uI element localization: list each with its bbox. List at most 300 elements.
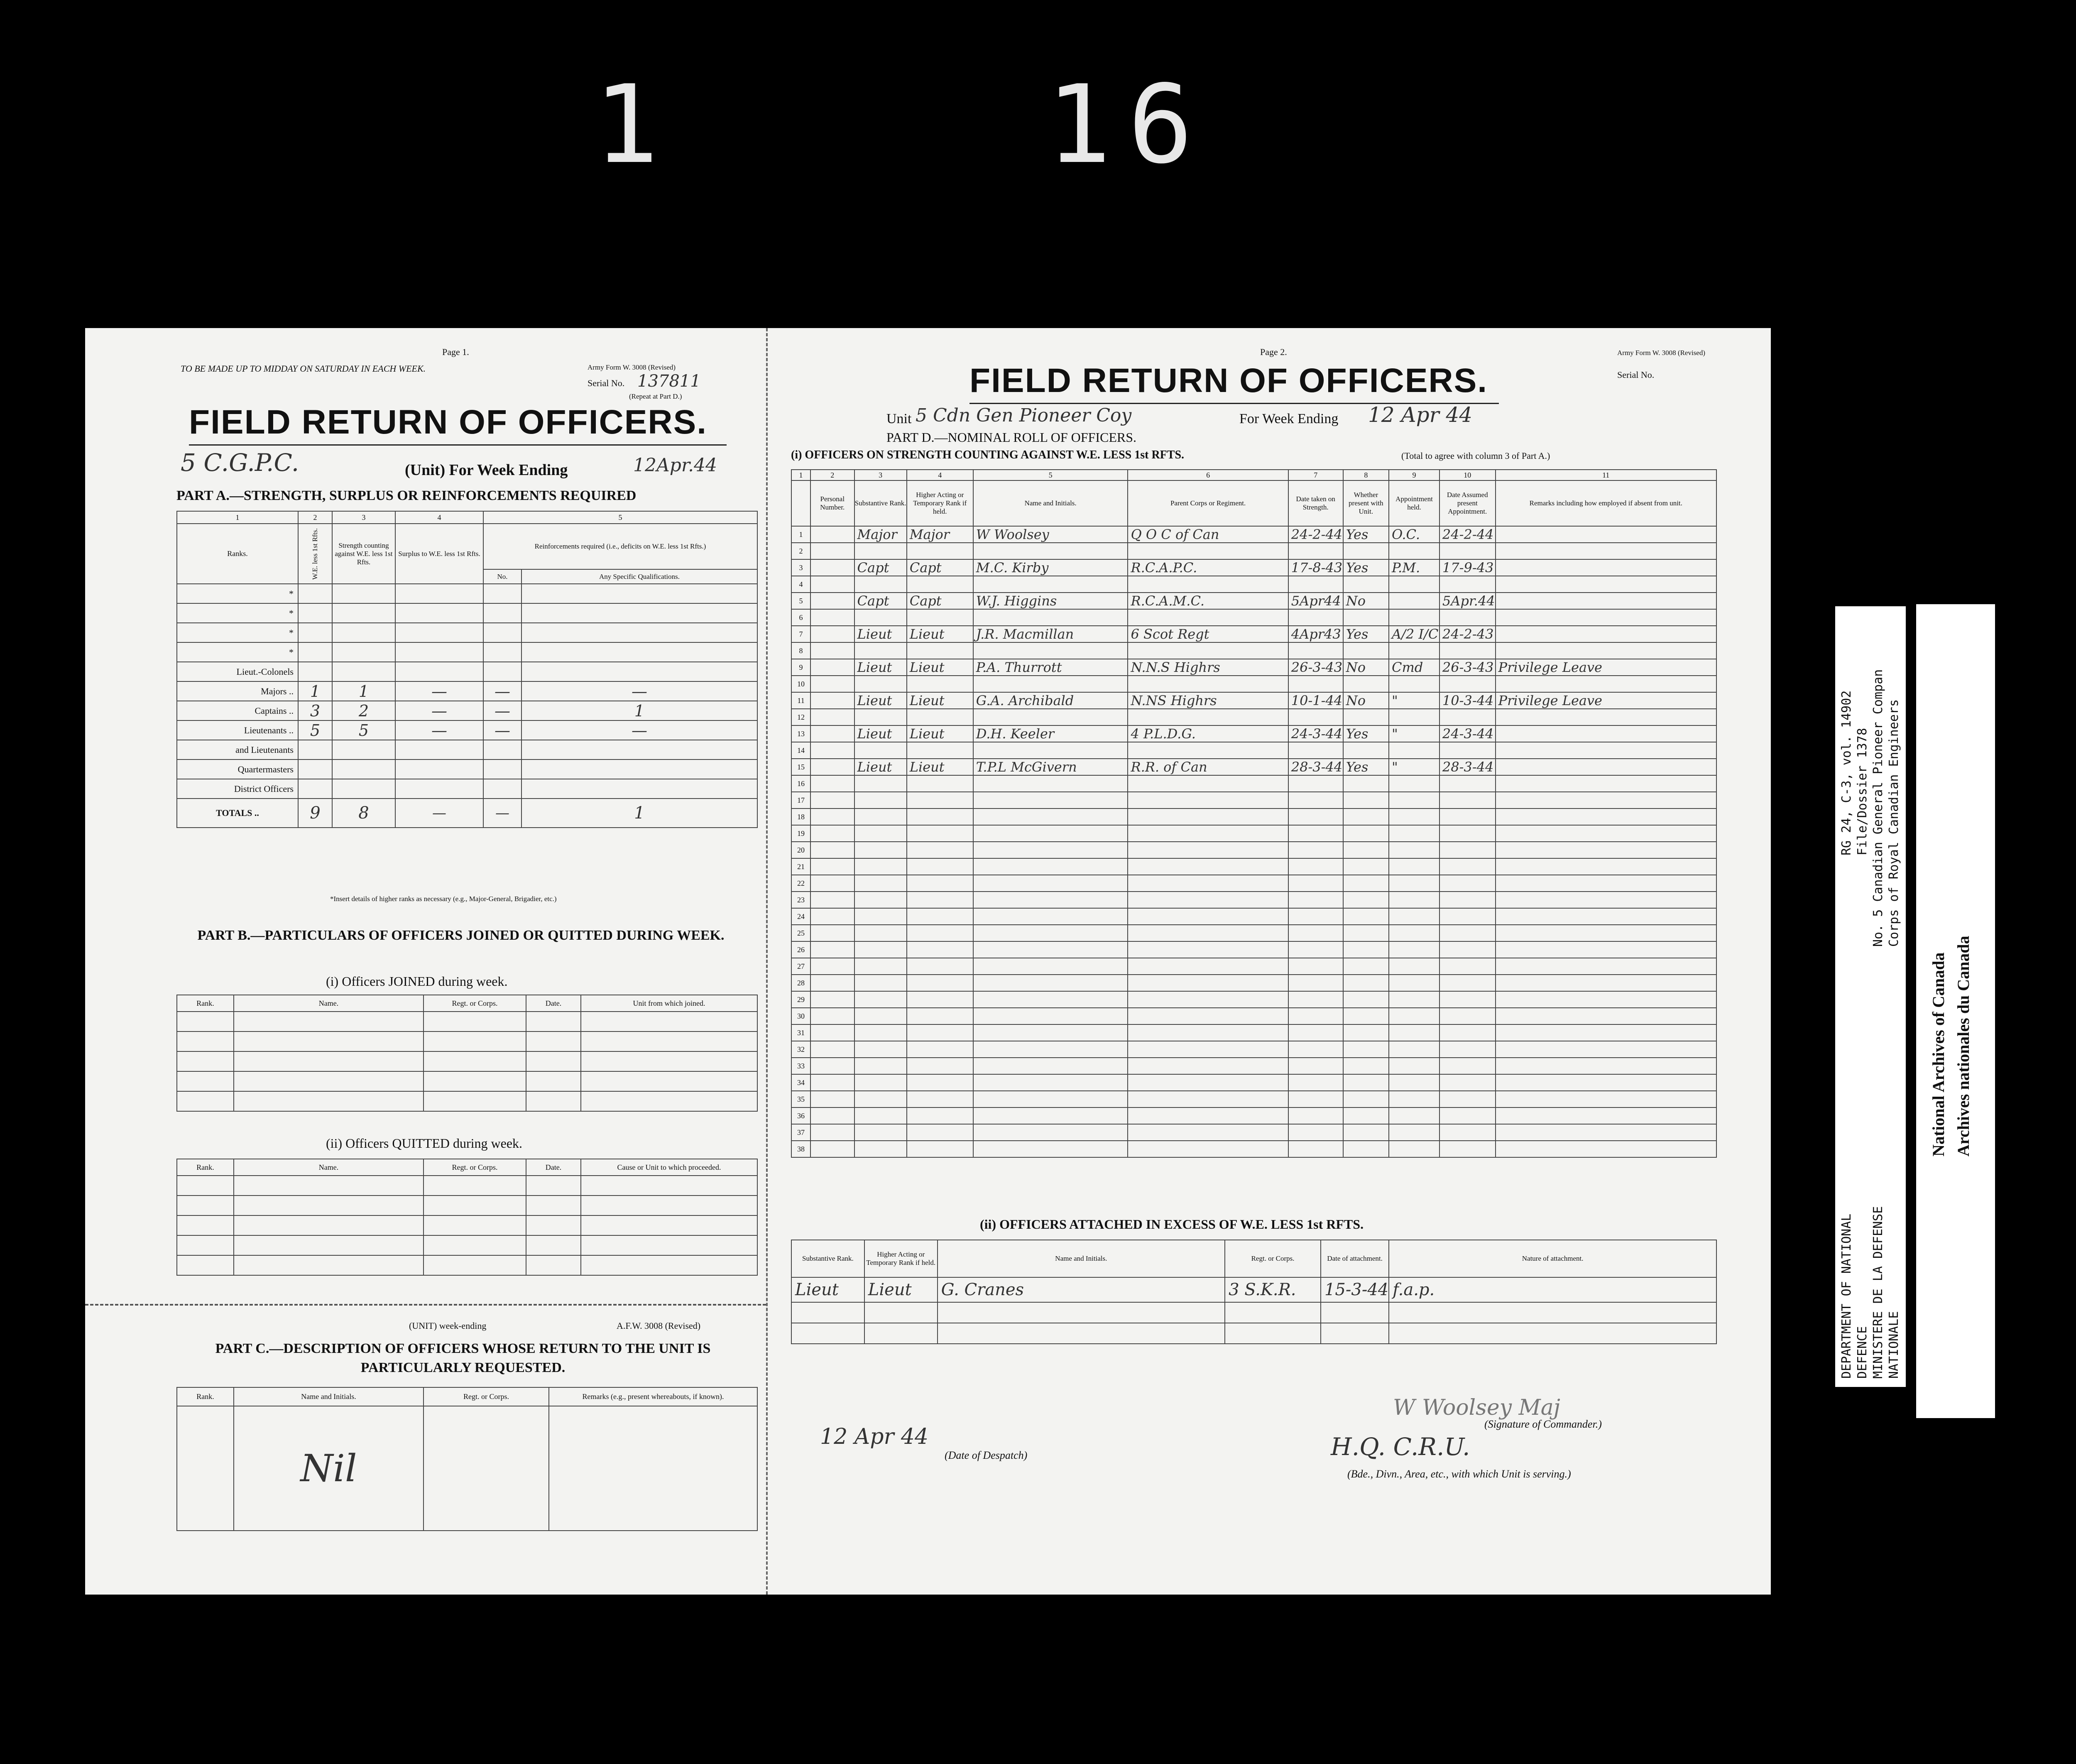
roll-row xyxy=(791,1091,1716,1107)
roll-cell-corps xyxy=(1128,1141,1288,1157)
part-a-row xyxy=(177,584,757,603)
col-header: Whether present with Unit. xyxy=(1343,480,1389,526)
roll-cell-pres xyxy=(1343,892,1389,908)
roll-cell-high xyxy=(907,775,973,792)
roll-row xyxy=(791,576,1716,593)
roll-cell-sub xyxy=(854,858,907,875)
part-c-form-number: A.F.W. 3008 (Revised) xyxy=(617,1321,701,1331)
col-number: 1 xyxy=(791,470,810,480)
roll-cell-n: 5 xyxy=(791,593,810,609)
part-a-cell-q: — xyxy=(521,681,757,701)
roll-row xyxy=(791,676,1716,692)
roll-cell-rem xyxy=(1496,875,1716,892)
roll-cell-pres xyxy=(1343,576,1389,593)
attached-blank-row xyxy=(791,1302,1716,1323)
part-a-cell-no: — xyxy=(483,681,521,701)
roll-cell-high xyxy=(907,825,973,842)
page-2-form-number: Army Form W. 3008 (Revised) xyxy=(1617,349,1706,357)
roll-row xyxy=(791,593,1716,609)
roll-cell-pres: Yes xyxy=(1343,559,1389,576)
roll-cell-appt xyxy=(1389,1074,1439,1091)
part-a-cell-q xyxy=(521,623,757,642)
archive-stamp-fr: Archives nationales du Canada xyxy=(1954,936,1973,1156)
part-a-cell-sur: — xyxy=(395,720,483,740)
roll-cell-pres xyxy=(1343,908,1389,925)
roll-cell-corps xyxy=(1128,1024,1288,1041)
col-number: 9 xyxy=(1389,470,1439,480)
roll-cell-rem xyxy=(1496,709,1716,725)
roll-cell-date xyxy=(1288,1074,1343,1091)
roll-cell-rem xyxy=(1496,1074,1716,1091)
attached-cell-sub: Lieut xyxy=(791,1277,864,1302)
roll-cell-high xyxy=(907,1041,973,1058)
roll-cell-dappt xyxy=(1439,543,1496,559)
roll-cell-pers xyxy=(810,1041,854,1058)
quitted-title: (ii) Officers QUITTED during week. xyxy=(326,1136,523,1151)
roll-row xyxy=(791,892,1716,908)
roll-cell-high xyxy=(907,792,973,808)
roll-row xyxy=(791,626,1716,642)
roll-cell-dappt xyxy=(1439,609,1496,626)
roll-cell-dappt xyxy=(1439,1008,1496,1024)
roll-cell-pers xyxy=(810,925,854,941)
roll-row xyxy=(791,991,1716,1008)
roll-cell-sub xyxy=(854,676,907,692)
roll-cell-dappt xyxy=(1439,1041,1496,1058)
roll-cell-name xyxy=(973,1141,1128,1157)
roll-cell-pers xyxy=(810,559,854,576)
roll-row xyxy=(791,1008,1716,1024)
roll-cell-date xyxy=(1288,908,1343,925)
part-a-rank: * xyxy=(177,623,298,642)
roll-cell-n: 36 xyxy=(791,1107,810,1124)
roll-cell-pres: No xyxy=(1343,692,1389,709)
roll-cell-n: 14 xyxy=(791,742,810,759)
roll-cell-n: 21 xyxy=(791,858,810,875)
roll-cell-appt xyxy=(1389,825,1439,842)
roll-cell-corps xyxy=(1128,925,1288,941)
page-2-week-handwritten: 12 Apr 44 xyxy=(1368,403,1473,427)
roll-cell-appt: " xyxy=(1389,725,1439,742)
roll-cell-rem xyxy=(1496,1091,1716,1107)
roll-cell-pres xyxy=(1343,1091,1389,1107)
col-number: 4 xyxy=(907,470,973,480)
roll-row xyxy=(791,941,1716,958)
roll-cell-high: Major xyxy=(907,526,973,543)
roll-cell-high xyxy=(907,709,973,725)
roll-cell-pers xyxy=(810,858,854,875)
roll-cell-corps xyxy=(1128,609,1288,626)
roll-cell-date xyxy=(1288,709,1343,725)
roll-cell-date: 26-3-43 xyxy=(1288,659,1343,676)
col-number: 11 xyxy=(1496,470,1716,480)
roll-cell-corps xyxy=(1128,543,1288,559)
roll-cell-appt xyxy=(1389,1141,1439,1157)
page-2-title: FIELD RETURN OF OFFICERS. xyxy=(969,362,1488,399)
roll-cell-date xyxy=(1288,925,1343,941)
roll-cell-dappt xyxy=(1439,991,1496,1008)
roll-cell-rem xyxy=(1496,543,1716,559)
roll-cell-high xyxy=(907,941,973,958)
part-a-cell-str xyxy=(332,760,395,779)
roll-cell-high xyxy=(907,991,973,1008)
roll-cell-rem xyxy=(1496,1107,1716,1124)
roll-cell-name xyxy=(973,1058,1128,1074)
roll-cell-n: 15 xyxy=(791,759,810,775)
roll-cell-high xyxy=(907,576,973,593)
part-a-rank: * xyxy=(177,642,298,662)
roll-cell-corps xyxy=(1128,742,1288,759)
roll-cell-rem xyxy=(1496,626,1716,642)
roll-cell-rem xyxy=(1496,825,1716,842)
roll-cell-dappt xyxy=(1439,576,1496,593)
blank-row xyxy=(177,1091,757,1111)
roll-cell-n: 34 xyxy=(791,1074,810,1091)
blank-row xyxy=(177,1196,757,1215)
roll-cell-dappt xyxy=(1439,975,1496,991)
roll-row xyxy=(791,543,1716,559)
roll-cell-dappt xyxy=(1439,642,1496,659)
roll-cell-dappt xyxy=(1439,825,1496,842)
roll-row xyxy=(791,1058,1716,1074)
roll-cell-dappt xyxy=(1439,925,1496,941)
roll-cell-name: P.A. Thurrott xyxy=(973,659,1128,676)
archive-ref-line2: File/Dossier 1378 xyxy=(1855,728,1870,855)
roll-cell-appt xyxy=(1389,543,1439,559)
roll-cell-dappt xyxy=(1439,808,1496,825)
serial-repeat-note: (Repeat at Part D.) xyxy=(629,392,682,400)
roll-cell-name xyxy=(973,858,1128,875)
roll-cell-appt: " xyxy=(1389,759,1439,775)
roll-cell-corps xyxy=(1128,941,1288,958)
roll-cell-high xyxy=(907,609,973,626)
roll-cell-date xyxy=(1288,991,1343,1008)
roll-cell-dappt xyxy=(1439,1091,1496,1107)
roll-cell-date xyxy=(1288,875,1343,892)
col-header: Appointment held. xyxy=(1389,480,1439,526)
roll-cell-name xyxy=(973,1041,1128,1058)
roll-cell-date: 10-1-44 xyxy=(1288,692,1343,709)
despatch-label: (Date of Despatch) xyxy=(945,1449,1028,1461)
roll-cell-pres xyxy=(1343,642,1389,659)
roll-cell-dappt xyxy=(1439,1107,1496,1124)
roll-cell-sub xyxy=(854,1091,907,1107)
roll-cell-appt xyxy=(1389,858,1439,875)
page-1-form-number: Army Form W. 3008 (Revised) xyxy=(588,363,676,371)
roll-cell-pres xyxy=(1343,775,1389,792)
roll-cell-pres xyxy=(1343,875,1389,892)
part-a-cell-we xyxy=(298,760,332,779)
roll-cell-pers xyxy=(810,659,854,676)
roll-cell-sub xyxy=(854,1041,907,1058)
roll-row xyxy=(791,875,1716,892)
formation-label: (Bde., Divn., Area, etc., with which Unit is serving.) xyxy=(1347,1468,1571,1480)
roll-cell-pers xyxy=(810,1091,854,1107)
col-header: Date taken on Strength. xyxy=(1288,480,1343,526)
part-a-cell-we xyxy=(298,603,332,623)
roll-cell-n: 1 xyxy=(791,526,810,543)
roll-cell-n: 35 xyxy=(791,1091,810,1107)
part-a-cell-we: 5 xyxy=(298,720,332,740)
roll-cell-pers xyxy=(810,676,854,692)
roll-cell-sub xyxy=(854,958,907,975)
roll-row xyxy=(791,642,1716,659)
attached-blank-row xyxy=(791,1323,1716,1344)
roll-cell-corps xyxy=(1128,1041,1288,1058)
roll-cell-pers xyxy=(810,1074,854,1091)
roll-cell-appt: " xyxy=(1389,692,1439,709)
roll-cell-appt xyxy=(1389,808,1439,825)
roll-cell-name xyxy=(973,792,1128,808)
roll-cell-high: Lieut xyxy=(907,725,973,742)
archive-reference-card xyxy=(1835,606,1906,1387)
roll-cell-rem xyxy=(1496,775,1716,792)
part-a-rank: and Lieutenants xyxy=(177,740,298,760)
roll-cell-name xyxy=(973,576,1128,593)
roll-cell-corps xyxy=(1128,825,1288,842)
roll-cell-appt xyxy=(1389,958,1439,975)
roll-cell-corps xyxy=(1128,1074,1288,1091)
roll-cell-appt xyxy=(1389,775,1439,792)
roll-cell-n: 3 xyxy=(791,559,810,576)
col-number: 2 xyxy=(810,470,854,480)
roll-cell-pres: Yes xyxy=(1343,759,1389,775)
roll-cell-rem: Privilege Leave xyxy=(1496,692,1716,709)
roll-cell-pers xyxy=(810,725,854,742)
roll-cell-name xyxy=(973,941,1128,958)
roll-cell-pers xyxy=(810,842,854,858)
part-a-total-we: 9 xyxy=(298,799,332,828)
part-a-cell-sur xyxy=(395,642,483,662)
part-a-cell-we xyxy=(298,623,332,642)
roll-cell-date xyxy=(1288,892,1343,908)
roll-cell-date xyxy=(1288,941,1343,958)
roll-cell-pres: Yes xyxy=(1343,725,1389,742)
roll-cell-appt xyxy=(1389,742,1439,759)
blank-row xyxy=(177,1051,757,1071)
roll-cell-name xyxy=(973,1008,1128,1024)
roll-row xyxy=(791,908,1716,925)
roll-cell-high xyxy=(907,892,973,908)
col-header: Higher Acting or Temporary Rank if held. xyxy=(907,480,973,526)
roll-cell-dappt xyxy=(1439,676,1496,692)
part-a-row xyxy=(177,701,757,720)
roll-cell-corps xyxy=(1128,991,1288,1008)
roll-cell-high xyxy=(907,1074,973,1091)
roll-cell-pres xyxy=(1343,1058,1389,1074)
archive-ref-line4: Corps of Royal Canadian Engineers xyxy=(1887,699,1901,947)
roll-cell-name xyxy=(973,925,1128,941)
roll-cell-pers xyxy=(810,576,854,593)
roll-cell-high xyxy=(907,858,973,875)
page-1-week-ending-handwritten: 12Apr.44 xyxy=(633,455,717,476)
part-c-unit-line: (UNIT) week-ending xyxy=(409,1321,487,1331)
roll-row xyxy=(791,1141,1716,1157)
roll-cell-appt xyxy=(1389,676,1439,692)
part-a-cell-no xyxy=(483,740,521,760)
part-a-cell-str: 2 xyxy=(332,701,395,720)
roll-cell-corps: N.N.S Highrs xyxy=(1128,659,1288,676)
roll-cell-pers xyxy=(810,1124,854,1141)
roll-cell-corps: N.NS Highrs xyxy=(1128,692,1288,709)
roll-cell-dappt xyxy=(1439,892,1496,908)
col-header xyxy=(791,480,810,526)
part-a-cell-str xyxy=(332,779,395,799)
roll-cell-high: Lieut xyxy=(907,759,973,775)
roll-cell-rem xyxy=(1496,941,1716,958)
roll-cell-dappt: 17-9-43 xyxy=(1439,559,1496,576)
roll-cell-date xyxy=(1288,975,1343,991)
roll-row xyxy=(791,1041,1716,1058)
roll-cell-high xyxy=(907,1091,973,1107)
roll-cell-n: 10 xyxy=(791,676,810,692)
roll-cell-high xyxy=(907,642,973,659)
part-a-cell-q xyxy=(521,642,757,662)
roll-cell-rem xyxy=(1496,576,1716,593)
roll-cell-appt xyxy=(1389,1024,1439,1041)
roll-cell-n: 19 xyxy=(791,825,810,842)
part-a-cell-str xyxy=(332,623,395,642)
attached-cell-name: G. Cranes xyxy=(938,1277,1225,1302)
roll-cell-high xyxy=(907,842,973,858)
roll-cell-dappt xyxy=(1439,941,1496,958)
roll-cell-date xyxy=(1288,1024,1343,1041)
col-number: 3 xyxy=(854,470,907,480)
roll-cell-sub: Capt xyxy=(854,593,907,609)
part-a-footnote: *Insert details of higher ranks as necessary (e.g., Major-General, Brigadier, etc.) xyxy=(330,895,557,903)
roll-cell-date xyxy=(1288,742,1343,759)
roll-cell-n: 32 xyxy=(791,1041,810,1058)
blank-row xyxy=(177,1215,757,1235)
roll-cell-pres xyxy=(1343,1141,1389,1157)
part-a-row xyxy=(177,779,757,799)
reel-frame-number-right: 16 xyxy=(1046,62,1210,188)
roll-cell-high xyxy=(907,543,973,559)
roll-cell-dappt xyxy=(1439,908,1496,925)
roll-cell-appt xyxy=(1389,908,1439,925)
reel-frame-number-left: 1 xyxy=(594,62,676,188)
roll-cell-dappt: 24-2-43 xyxy=(1439,626,1496,642)
roll-cell-appt: P.M. xyxy=(1389,559,1439,576)
attached-cell-corps: 3 S.K.R. xyxy=(1225,1277,1321,1302)
roll-cell-rem xyxy=(1496,808,1716,825)
roll-cell-name xyxy=(973,892,1128,908)
roll-cell-pers xyxy=(810,792,854,808)
formation-handwritten: H.Q. C.R.U. xyxy=(1331,1433,1470,1461)
joined-title: (i) Officers JOINED during week. xyxy=(326,974,508,989)
col-header: Date Assumed present Appointment. xyxy=(1439,480,1496,526)
part-d-subtitle: (i) OFFICERS ON STRENGTH COUNTING AGAINST W.E. LESS 1st RFTS. xyxy=(791,448,1185,461)
part-a-rank: District Officers xyxy=(177,779,298,799)
roll-cell-rem xyxy=(1496,975,1716,991)
roll-cell-sub xyxy=(854,742,907,759)
roll-row xyxy=(791,559,1716,576)
part-a-row xyxy=(177,662,757,681)
roll-cell-appt xyxy=(1389,1041,1439,1058)
roll-cell-name xyxy=(973,808,1128,825)
roll-cell-n: 12 xyxy=(791,709,810,725)
roll-cell-high: Lieut xyxy=(907,692,973,709)
attached-header: Higher Acting or Temporary Rank if held. xyxy=(864,1240,938,1277)
part-a-cell-q: — xyxy=(521,720,757,740)
roll-row xyxy=(791,609,1716,626)
roll-cell-name: W Woolsey xyxy=(973,526,1128,543)
col-number: 10 xyxy=(1439,470,1496,480)
roll-cell-sub xyxy=(854,941,907,958)
roll-cell-n: 6 xyxy=(791,609,810,626)
part-a-cell-no xyxy=(483,603,521,623)
part-a-row xyxy=(177,760,757,779)
archive-ref-line3: No. 5 Canadian General Pioneer Compan xyxy=(1871,669,1885,947)
roll-row xyxy=(791,975,1716,991)
roll-cell-sub xyxy=(854,609,907,626)
attached-row xyxy=(791,1277,1716,1302)
roll-cell-pers xyxy=(810,991,854,1008)
roll-cell-date xyxy=(1288,1008,1343,1024)
roll-cell-n: 16 xyxy=(791,775,810,792)
attached-header: Nature of attachment. xyxy=(1389,1240,1716,1277)
part-a-cell-q xyxy=(521,779,757,799)
roll-cell-corps xyxy=(1128,792,1288,808)
roll-cell-pers xyxy=(810,808,854,825)
roll-cell-date xyxy=(1288,808,1343,825)
roll-cell-sub xyxy=(854,1008,907,1024)
part-a-cell-no xyxy=(483,642,521,662)
archive-stamp-card xyxy=(1916,604,1995,1418)
roll-row xyxy=(791,958,1716,975)
roll-cell-n: 11 xyxy=(791,692,810,709)
part-a-rank: Quartermasters xyxy=(177,760,298,779)
part-a-cell-sur xyxy=(395,603,483,623)
roll-cell-name: M.C. Kirby xyxy=(973,559,1128,576)
roll-cell-name xyxy=(973,676,1128,692)
roll-row xyxy=(791,692,1716,709)
roll-cell-pers xyxy=(810,825,854,842)
part-a-cell-we xyxy=(298,740,332,760)
roll-cell-high xyxy=(907,925,973,941)
roll-cell-pres xyxy=(1343,858,1389,875)
part-a-cell-sur xyxy=(395,584,483,603)
nominal-roll-table xyxy=(791,469,1717,1158)
archive-ref-line1: RG 24, C-3, vol. 14902 xyxy=(1839,690,1854,855)
roll-cell-appt xyxy=(1389,941,1439,958)
roll-cell-sub: Major xyxy=(854,526,907,543)
col-header: Parent Corps or Regiment. xyxy=(1128,480,1288,526)
roll-cell-pres xyxy=(1343,842,1389,858)
part-d-note: (Total to agree with column 3 of Part A.) xyxy=(1401,451,1550,461)
part-a-rank: Lieutenants .. xyxy=(177,720,298,740)
roll-cell-corps xyxy=(1128,1091,1288,1107)
roll-cell-rem xyxy=(1496,1024,1716,1041)
roll-cell-pres xyxy=(1343,941,1389,958)
part-a-cell-sur xyxy=(395,623,483,642)
roll-cell-pres xyxy=(1343,975,1389,991)
part-a-cell-sur xyxy=(395,779,483,799)
roll-cell-date xyxy=(1288,576,1343,593)
roll-cell-rem xyxy=(1496,676,1716,692)
roll-cell-rem xyxy=(1496,1141,1716,1157)
roll-cell-sub xyxy=(854,709,907,725)
roll-cell-pers xyxy=(810,742,854,759)
roll-cell-name xyxy=(973,609,1128,626)
roll-cell-pers xyxy=(810,1107,854,1124)
despatch-date-handwritten: 12 Apr 44 xyxy=(820,1424,929,1449)
roll-cell-rem xyxy=(1496,742,1716,759)
roll-cell-rem xyxy=(1496,1124,1716,1141)
roll-cell-appt xyxy=(1389,1008,1439,1024)
part-a-cell-q: 1 xyxy=(521,701,757,720)
roll-cell-rem xyxy=(1496,1008,1716,1024)
